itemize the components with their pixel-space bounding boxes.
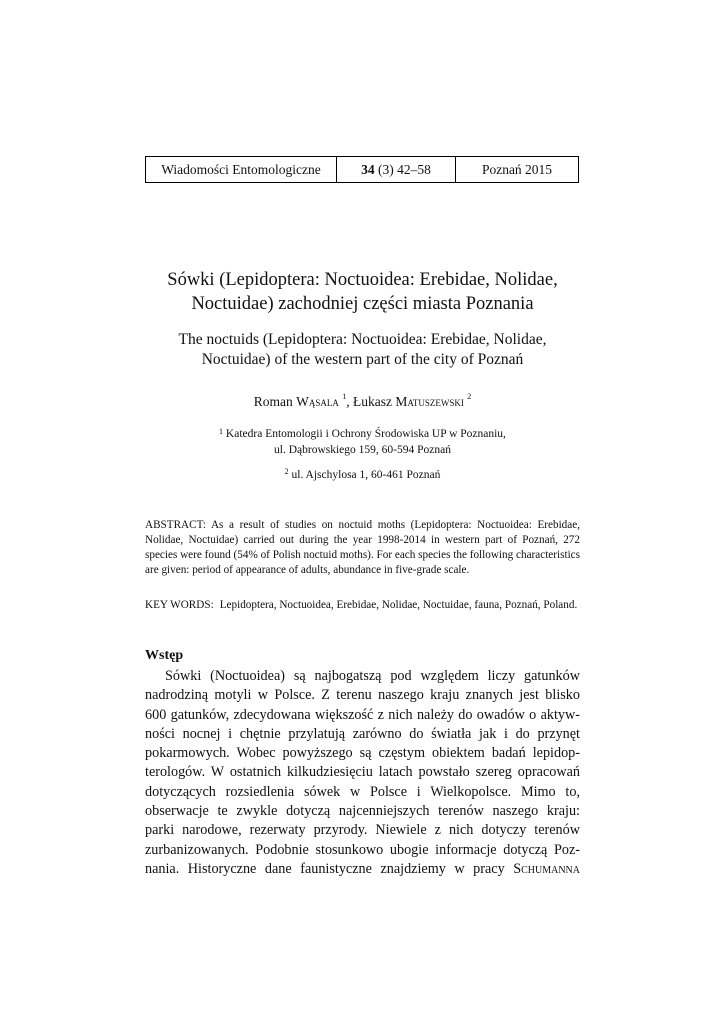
issue-pages: (3) 42–58 xyxy=(378,161,431,177)
affiliation-1-mark: 1 xyxy=(219,427,224,436)
author-2-first-name: Łukasz xyxy=(353,394,392,409)
author-1-last-name: Wąsala xyxy=(296,394,339,409)
body-line: nadrodziną motyli w Polsce. Z terenu naszego kraju znanych jest blisko xyxy=(145,687,580,704)
place-year: Poznań 2015 xyxy=(481,161,553,177)
affiliation-2-mark: 2 xyxy=(284,467,289,476)
title-polish-line-1: Sówki (Lepidoptera: Noctuoidea: Erebidae, Nolidae, xyxy=(167,270,558,290)
body-line: parki narodowe, rezerwaty przyrody. Niewiele z nich dotyczy terenów xyxy=(145,822,580,839)
author-2-affiliation-mark: 2 xyxy=(467,392,472,401)
affiliation-1-line-2: ul. Dąbrowskiego 159, 60-594 Poznań xyxy=(274,444,451,456)
affiliation-2-line-1: ul. Ajschylosa 1, 60-461 Poznań xyxy=(291,469,441,481)
title-polish-line-2: Noctuidae) zachodniej części miasta Poznania xyxy=(191,294,534,314)
body-line: pokarmowych. Wobec powyższego są częstym obiektem badań lepidop- xyxy=(145,745,580,762)
body-line-last-text: nania. Historyczne dane faunistyczne znajdziemy w pracy xyxy=(145,860,505,877)
cited-author: Schumanna xyxy=(513,860,581,877)
body-line: 600 gatunków, zdecydowana większość z nich należy do owadów o aktyw- xyxy=(145,706,580,723)
section-body xyxy=(145,667,580,879)
body-line: dotyczących rozsiedlenia sówek w Polsce i Wielkopolsce. Mimo to, xyxy=(145,783,580,800)
keywords-label: KEY WORDS: xyxy=(145,599,214,611)
section-heading: Wstęp xyxy=(145,648,184,663)
author-separator: , xyxy=(346,394,350,409)
title-english-line-2: Noctuidae) of the western part of the city of Poznań xyxy=(201,351,524,368)
volume-issue-pages xyxy=(337,157,456,182)
affiliation-2 xyxy=(100,469,625,481)
title-polish xyxy=(100,268,625,316)
body-line-last xyxy=(145,860,580,879)
abstract: ABSTRACT: As a result of studies on noctuid moths (Lepidoptera: Noctuoidea: Erebidae, Nolidae, Noctuidae) carried out during the year 1998-2014 in western part of Poznań, 272 species were found (54% of Polish noctuid moths). For each species the following characteristics are given: period of appearance of adults, abundance in five-grade scale. xyxy=(145,519,580,576)
volume-number: 34 xyxy=(361,161,375,177)
author-list xyxy=(100,394,625,410)
keywords-text: Lepidoptera, Noctuoidea, Erebidae, Nolidae, Noctuidae, fauna, Poznań, Poland. xyxy=(219,599,578,611)
affiliation-1 xyxy=(100,426,625,458)
journal-header-table xyxy=(145,156,579,183)
author-2-last-name: Matuszewski xyxy=(395,394,464,409)
body-line: ności nocnej i chętnie przylatują zarówno do światła jak i do przynęt xyxy=(145,725,580,742)
journal-name: Wiadomości Entomologiczne xyxy=(146,157,337,182)
body-line: obserwacje te zwykle dotyczą najcenniejszych terenów naszego kraju: xyxy=(145,803,580,820)
title-english-line-1: The noctuids (Lepidoptera: Noctuoidea: Erebidae, Nolidae, xyxy=(178,331,547,348)
title-english xyxy=(100,330,625,370)
body-line: Sówki (Noctuoidea) są najbogatszą pod względem liczy gatunków xyxy=(165,668,580,684)
keywords xyxy=(145,598,580,613)
author-1-affiliation-mark: 1 xyxy=(342,392,347,401)
body-line: terologów. W ostatnich kilkudziesięciu latach powstało szereg opracowań xyxy=(145,764,580,781)
body-line: zurbanizowanych. Podobnie stosunkowo ubogie informacje dotyczą Poz- xyxy=(145,841,580,858)
author-1-first-name: Roman xyxy=(253,394,293,409)
affiliation-1-line-1: Katedra Entomologii i Ochrony Środowiska UP w Poznaniu, xyxy=(225,428,506,440)
